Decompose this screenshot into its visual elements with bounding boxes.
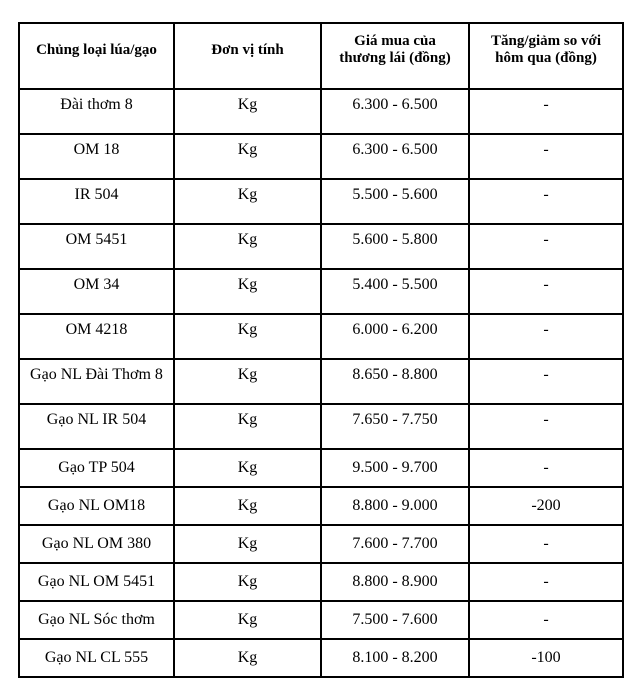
table-row [19,563,623,601]
unit-cell: Kg [174,314,321,359]
unit-cell: Kg [174,359,321,404]
unit-cell: Kg [174,134,321,179]
change-cell: - [469,314,623,359]
unit-cell: Kg [174,269,321,314]
price-cell: 8.800 - 9.000 [321,487,469,525]
type-cell: IR 504 [19,179,174,224]
type-cell: Gạo NL Sóc thơm [19,601,174,639]
change-cell: - [469,404,623,449]
type-cell: Đài thơm 8 [19,89,174,134]
unit-cell: Kg [174,487,321,525]
unit-cell: Kg [174,639,321,677]
column-header-type: Chủng loại lúa/gạo [19,23,174,89]
table-row [19,134,623,179]
table-row [19,487,623,525]
header-row [19,23,623,89]
column-header-change: Tăng/giảm so với hôm qua (đồng) [469,23,623,89]
table-row [19,639,623,677]
table-row [19,525,623,563]
rice-price-table [18,22,624,678]
type-cell: Gạo NL OM 380 [19,525,174,563]
price-cell: 5.400 - 5.500 [321,269,469,314]
price-cell: 7.650 - 7.750 [321,404,469,449]
type-cell: Gạo NL IR 504 [19,404,174,449]
column-header-price: Giá mua của thương lái (đồng) [321,23,469,89]
unit-cell: Kg [174,601,321,639]
price-cell: 7.500 - 7.600 [321,601,469,639]
type-cell: OM 5451 [19,224,174,269]
unit-cell: Kg [174,89,321,134]
type-cell: OM 18 [19,134,174,179]
unit-cell: Kg [174,449,321,487]
price-cell: 5.500 - 5.600 [321,179,469,224]
type-cell: Gạo NL Đài Thơm 8 [19,359,174,404]
change-cell: - [469,449,623,487]
table-row [19,224,623,269]
price-cell: 7.600 - 7.700 [321,525,469,563]
price-cell: 5.600 - 5.800 [321,224,469,269]
unit-cell: Kg [174,525,321,563]
change-cell: -200 [469,487,623,525]
table-row [19,359,623,404]
change-cell: -100 [469,639,623,677]
column-header-unit: Đơn vị tính [174,23,321,89]
type-cell: OM 34 [19,269,174,314]
table-row [19,404,623,449]
change-cell: - [469,359,623,404]
change-cell: - [469,134,623,179]
type-cell: Gạo NL OM 5451 [19,563,174,601]
change-cell: - [469,601,623,639]
price-cell: 6.000 - 6.200 [321,314,469,359]
unit-cell: Kg [174,563,321,601]
table-header [19,23,623,89]
price-cell: 8.100 - 8.200 [321,639,469,677]
price-cell: 8.800 - 8.900 [321,563,469,601]
change-cell: - [469,224,623,269]
table-row [19,269,623,314]
table-row [19,601,623,639]
price-cell: 6.300 - 6.500 [321,89,469,134]
table-row [19,179,623,224]
table-row [19,314,623,359]
unit-cell: Kg [174,179,321,224]
type-cell: Gạo NL CL 555 [19,639,174,677]
unit-cell: Kg [174,404,321,449]
change-cell: - [469,89,623,134]
change-cell: - [469,179,623,224]
change-cell: - [469,269,623,314]
unit-cell: Kg [174,224,321,269]
type-cell: Gạo NL OM18 [19,487,174,525]
change-cell: - [469,525,623,563]
price-cell: 6.300 - 6.500 [321,134,469,179]
change-cell: - [469,563,623,601]
rice-price-table-container [18,22,624,678]
price-cell: 8.650 - 8.800 [321,359,469,404]
price-table-body [19,89,623,677]
table-row [19,89,623,134]
table-row [19,449,623,487]
type-cell: Gạo TP 504 [19,449,174,487]
type-cell: OM 4218 [19,314,174,359]
price-cell: 9.500 - 9.700 [321,449,469,487]
